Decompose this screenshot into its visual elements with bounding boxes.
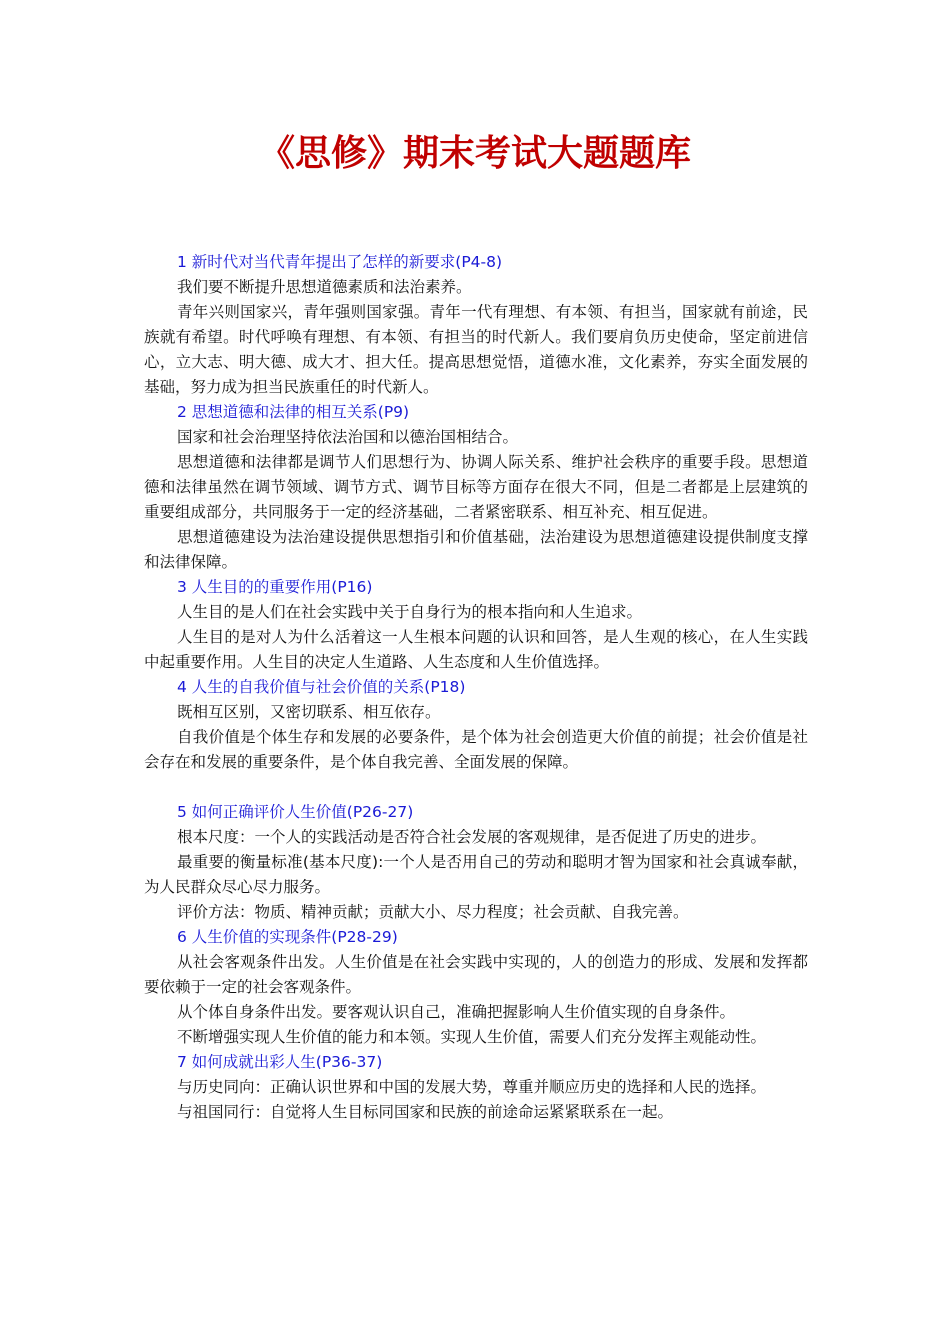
section-1: [144, 250, 808, 400]
section-heading: 7 如何成就出彩人生(P36-37): [177, 1053, 383, 1071]
paragraph: 青年兴则国家兴，青年强则国家强。青年一代有理想、有本领、有担当，国家就有前途，民族就有希望。时代呼唤有理想、有本领、有担当的时代新人。我们要肩负历史使命，坚定前进信心，立大志、明大德、成大才、担大任。提高思想觉悟，道德水准，文化素养，夯实全面发展的基础，努力成为担当民族重任的时代新人。: [144, 303, 808, 396]
section-heading: 3 人生目的的重要作用(P16): [177, 578, 373, 596]
section-heading: 1 新时代对当代青年提出了怎样的新要求(P4-8): [177, 253, 503, 271]
section-2: [144, 400, 808, 575]
section-heading: 6 人生价值的实现条件(P28-29): [177, 928, 398, 946]
paragraph: 思想道德建设为法治建设提供思想指引和价值基础，法治建设为思想道德建设提供制度支撑和法律保障。: [144, 528, 808, 571]
paragraph: 人生目的是人们在社会实践中关于自身行为的根本指向和人生追求。: [177, 603, 643, 621]
section-7: [144, 1050, 808, 1125]
section-heading: 2 思想道德和法律的相互关系(P9): [177, 403, 410, 421]
document-body: [144, 250, 808, 1125]
section-6: [144, 925, 808, 1050]
paragraph: 人生目的是对人为什么活着这一人生根本问题的认识和回答，是人生观的核心，在人生实践中起重要作用。人生目的决定人生道路、人生态度和人生价值选择。: [144, 628, 808, 671]
paragraph: 从社会客观条件出发。人生价值是在社会实践中实现的，人的创造力的形成、发展和发挥都要依赖于一定的社会客观条件。: [144, 953, 808, 996]
section-3: [144, 575, 808, 675]
paragraph: 国家和社会治理坚持依法治国和以德治国相结合。: [177, 428, 519, 446]
paragraph: 我们要不断提升思想道德素质和法治素养。: [177, 278, 472, 296]
paragraph: 与祖国同行：自觉将人生目标同国家和民族的前途命运紧紧联系在一起。: [177, 1103, 674, 1121]
section-4: [144, 675, 808, 775]
paragraph: 根本尺度：一个人的实践活动是否符合社会发展的客观规律，是否促进了历史的进步。: [177, 828, 767, 846]
section-5: [144, 800, 808, 925]
section-heading: 4 人生的自我价值与社会价值的关系(P18): [177, 678, 466, 696]
paragraph: 与历史同向：正确认识世界和中国的发展大势，尊重并顺应历史的选择和人民的选择。: [177, 1078, 767, 1096]
paragraph: 思想道德和法律都是调节人们思想行为、协调人际关系、维护社会秩序的重要手段。思想道德和法律虽然在调节领域、调节方式、调节目标等方面存在很大不同，但是二者都是上层建筑的重要组成部分，共同服务于一定的经济基础，二者紧密联系、相互补充、相互促进。: [144, 453, 808, 521]
paragraph: 从个体自身条件出发。要客观认识自己，准确把握影响人生价值实现的自身条件。: [177, 1003, 736, 1021]
blank-line: [144, 775, 808, 800]
paragraph: 评价方法：物质、精神贡献；贡献大小、尽力程度；社会贡献、自我完善。: [177, 903, 689, 921]
document-title: 《思修》期末考试大题题库: [258, 133, 691, 174]
paragraph: 最重要的衡量标准(基本尺度):一个人是否用自己的劳动和聪明才智为国家和社会真诚奉献，为人民群众尽心尽力服务。: [144, 853, 808, 896]
paragraph: 自我价值是个体生存和发展的必要条件，是个体为社会创造更大价值的前提；社会价值是社会存在和发展的重要条件，是个体自我完善、全面发展的保障。: [144, 728, 808, 771]
section-heading: 5 如何正确评价人生价值(P26-27): [177, 803, 414, 821]
paragraph: 既相互区别，又密切联系、相互依存。: [177, 703, 441, 721]
paragraph: 不断增强实现人生价值的能力和本领。实现人生价值，需要人们充分发挥主观能动性。: [177, 1028, 767, 1046]
